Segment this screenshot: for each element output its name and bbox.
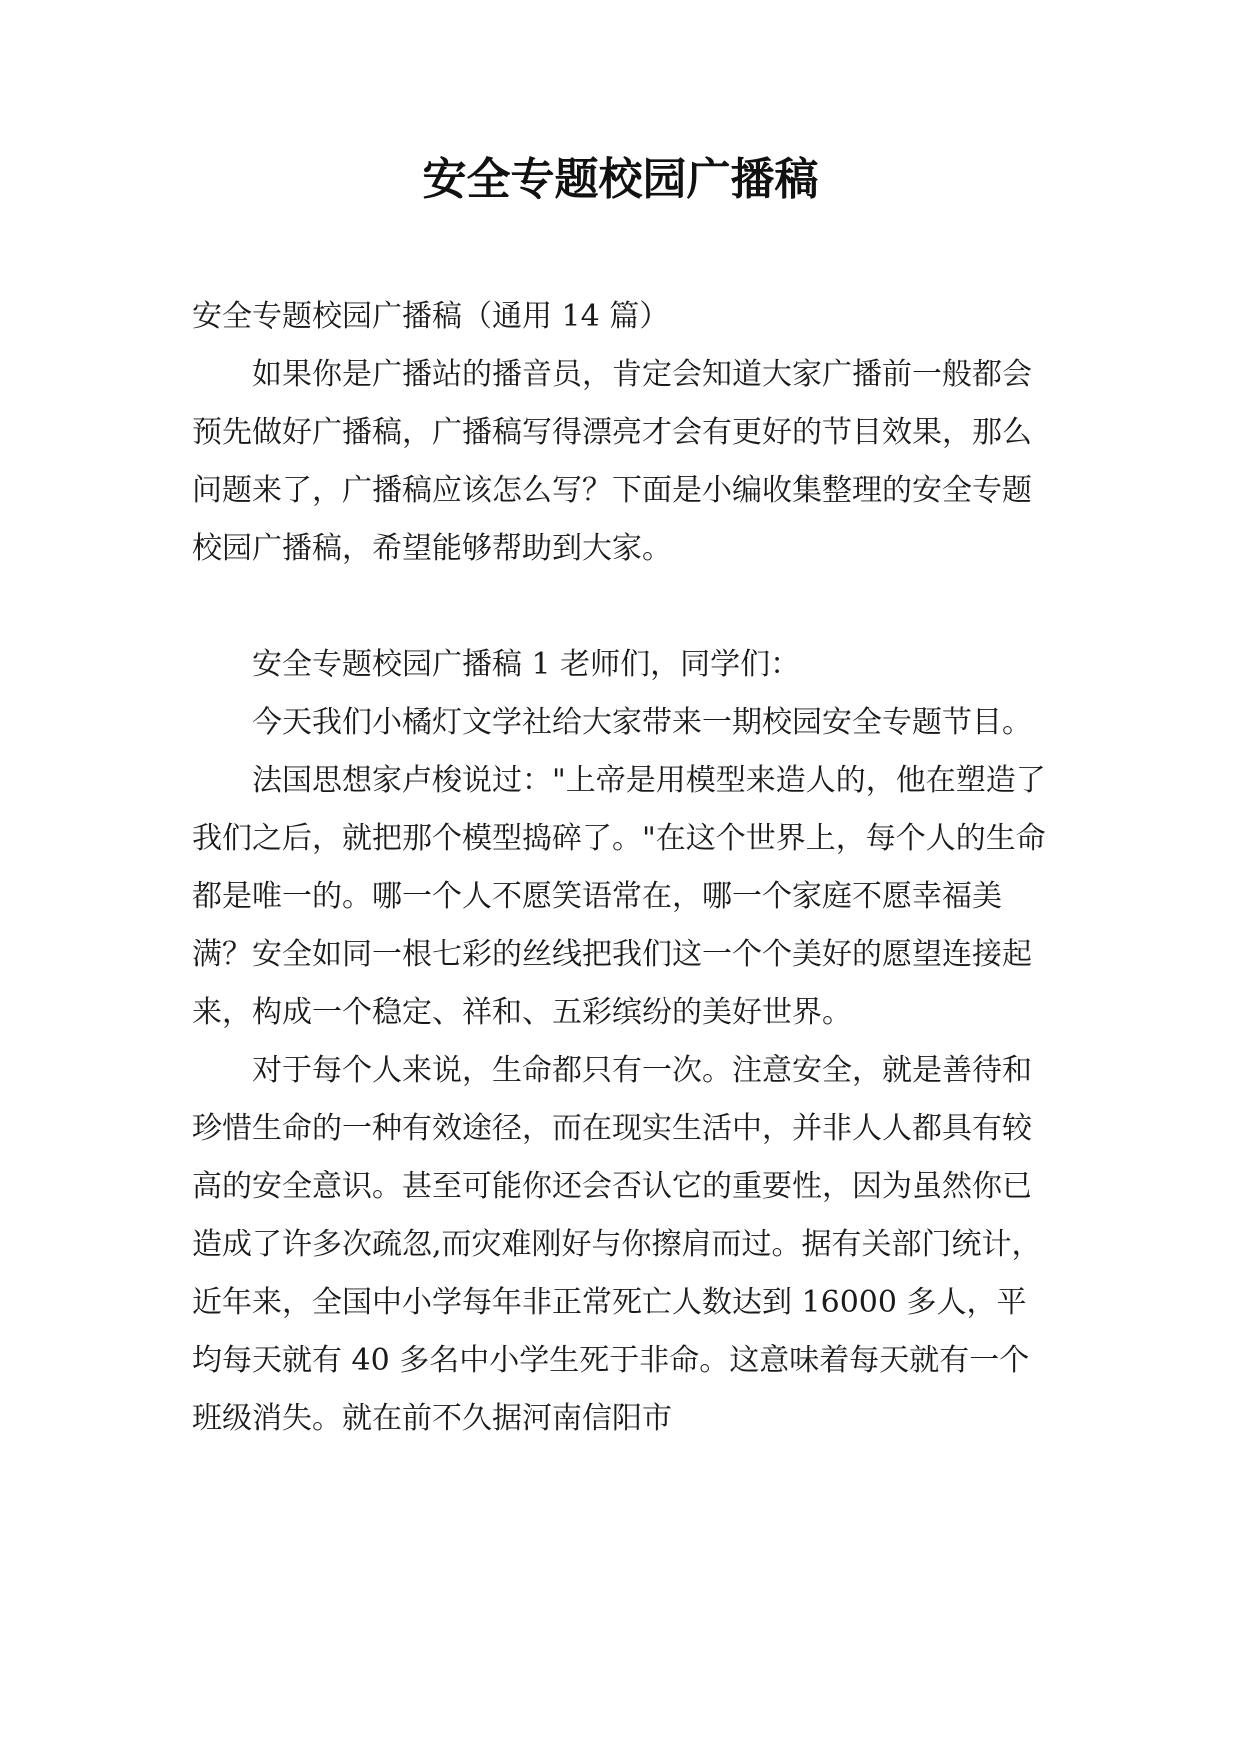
document-title: 安全专题校园广播稿 [422, 154, 819, 205]
body-paragraph: 今天我们小橘灯文学社给大家带来一期校园安全专题节目。 [252, 705, 1032, 740]
body-paragraph: 法国思想家卢梭说过："上帝是用模型来造人的，他在塑造了我们之后，就把那个模型捣碎了。"在这个世界上，每个人的生命都是唯一的。哪一个人不愿笑语常在，哪一个家庭不愿幸福美满？安全如同一根七彩的丝线把我们这一个个美好的愿望连接起来，构成一个稳定、祥和、五彩缤纷的美好世界。 [192, 763, 1046, 1030]
body-paragraph: 对于每个人来说，生命都只有一次。注意安全，就是善待和珍惜生命的一种有效途径，而在现实生活中，并非人人都具有较高的安全意识。甚至可能你还会否认它的重要性，因为虽然你已造成了许多次疏忽,而灾难刚好与你擦肩而过。据有关部门统计，近年来，全国中小学每年非正常死亡人数达到 16000 多人，平均每天就有 40 多名中小学生死于非命。这意味着每天就有一个班级消失。就在前不久据河南信阳市 [192, 1053, 1042, 1436]
document-subtitle: 安全专题校园广播稿（通用 14 篇） [192, 299, 670, 334]
section-heading: 安全专题校园广播稿 1 老师们，同学们： [252, 647, 801, 682]
intro-paragraph: 如果你是广播站的播音员，肯定会知道大家广播前一般都会预先做好广播稿，广播稿写得漂亮才会有更好的节目效果，那么问题来了，广播稿应该怎么写？下面是小编收集整理的安全专题校园广播稿，希望能够帮助到大家。 [192, 357, 1032, 566]
document-body [192, 288, 1052, 1448]
